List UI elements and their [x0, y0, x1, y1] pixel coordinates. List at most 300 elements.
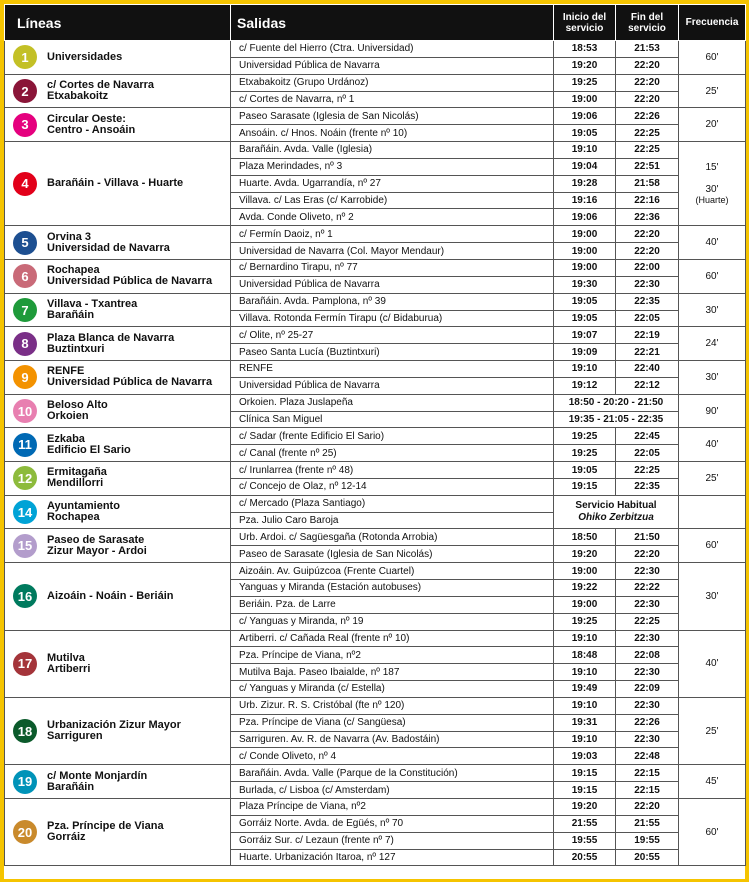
salida-cell: Gorráiz Sur. c/ Lezaun (frente nº 7)	[231, 832, 554, 849]
inicio-cell: 19:15	[554, 478, 616, 495]
line-names	[47, 771, 147, 793]
line-names	[47, 501, 120, 523]
line-cell	[5, 630, 231, 697]
frequency-cell	[679, 327, 746, 361]
table-row	[5, 697, 746, 714]
frequency-value: 40'	[705, 658, 719, 670]
table-row	[5, 462, 746, 479]
frequency-value: 90'	[705, 405, 719, 417]
inicio-cell: 19:30	[554, 276, 616, 293]
salida-cell: c/ Conde Oliveto, nº 4	[231, 748, 554, 765]
line-cell	[5, 327, 231, 361]
inicio-cell: 19:00	[554, 91, 616, 108]
line-number-badge: 7	[13, 298, 37, 322]
salida-cell: c/ Yanguas y Miranda, nº 19	[231, 613, 554, 630]
line-names	[47, 265, 212, 287]
inicio-cell: 19:10	[554, 142, 616, 159]
line-number-badge: 6	[13, 264, 37, 288]
frequency-value: 40'	[705, 439, 719, 451]
fin-cell: 22:40	[616, 361, 679, 378]
line-cell	[5, 142, 231, 226]
inicio-cell: 19:03	[554, 748, 616, 765]
salida-cell: Universidad Pública de Navarra	[231, 276, 554, 293]
line-name: Etxabakoitz	[47, 90, 109, 103]
inicio-cell: 19:55	[554, 832, 616, 849]
line-cell	[5, 765, 231, 799]
inicio-cell: 19:22	[554, 580, 616, 597]
frequency-value: 60'	[705, 540, 719, 552]
salida-cell: Urb. Zizur. R. S. Cristóbal (fte nº 120)	[231, 697, 554, 714]
line-name: Gorráiz	[47, 831, 86, 844]
line-name: Ezkaba	[47, 432, 85, 445]
line-name: RENFE	[47, 365, 85, 378]
inicio-cell: 19:06	[554, 209, 616, 226]
salida-cell: Plaza Príncipe de Viana, nº2	[231, 798, 554, 815]
table-row	[5, 563, 746, 580]
fin-cell: 21:53	[616, 41, 679, 58]
frequency-cell	[679, 293, 746, 327]
salida-cell: Mutilva Baja. Paseo Ibaialde, nº 187	[231, 664, 554, 681]
line-name: Barañáin	[47, 309, 95, 321]
frequency-cell	[679, 495, 746, 529]
frequency-value: 25'	[705, 472, 719, 484]
line-number-badge: 16	[13, 584, 37, 608]
salida-cell: Yanguas y Miranda (Estación autobuses)	[231, 580, 554, 597]
table-row	[5, 765, 746, 782]
frequency-value: 60'	[705, 270, 719, 282]
frequency-note: (Huarte)	[695, 195, 729, 206]
line-name: Buztintxuri	[47, 342, 105, 355]
inicio-cell: 19:10	[554, 361, 616, 378]
salida-cell: Villava. Rotonda Fermín Tirapu (c/ Bidaburua)	[231, 310, 554, 327]
fin-cell: 22:26	[616, 714, 679, 731]
inicio-cell: 19:25	[554, 428, 616, 445]
salida-cell: Villava. c/ Las Eras (c/ Karrobide)	[231, 192, 554, 209]
line-name: Villava - Txantrea	[47, 298, 138, 310]
frequency-cell	[679, 630, 746, 697]
line-cell	[5, 428, 231, 462]
frequency-cell	[679, 108, 746, 142]
frequency-value: 15'	[705, 162, 719, 174]
salida-cell: c/ Mercado (Plaza Santiago)	[231, 495, 554, 512]
line-name: Universidad Pública de Navarra	[47, 275, 213, 288]
line-names	[47, 114, 135, 136]
salida-cell: Artiberri. c/ Cañada Real (frente nº 10)	[231, 630, 554, 647]
inicio-cell: 18:48	[554, 647, 616, 664]
inicio-cell: 19:20	[554, 546, 616, 563]
header-fin-l2: servicio	[628, 22, 666, 34]
line-cell	[5, 41, 231, 75]
line-names	[47, 400, 108, 422]
fin-cell: 22:21	[616, 344, 679, 361]
header-fin	[616, 5, 679, 41]
salida-cell: Huarte. Avda. Ugarrandía, nº 27	[231, 175, 554, 192]
line-name: Circular Oeste:	[47, 112, 126, 125]
line-name: Plaza Blanca de Navarra	[47, 331, 175, 344]
service-note	[554, 495, 679, 529]
salida-cell: c/ Cortes de Navarra, nº 1	[231, 91, 554, 108]
salida-cell: Clínica San Miguel	[231, 411, 554, 428]
table-row	[5, 394, 746, 411]
fin-cell: 22:05	[616, 445, 679, 462]
table-row	[5, 74, 746, 91]
line-number-badge: 20	[13, 820, 37, 844]
line-name: Edificio El Sario	[47, 443, 131, 456]
frequency-cell	[679, 41, 746, 75]
fin-cell: 22:20	[616, 243, 679, 260]
fin-cell: 22:20	[616, 74, 679, 91]
frequency-cell	[679, 563, 746, 630]
table-row	[5, 798, 746, 815]
fin-cell: 22:22	[616, 580, 679, 597]
inicio-cell: 21:55	[554, 815, 616, 832]
line-names	[47, 80, 154, 102]
line-number-badge: 9	[13, 365, 37, 389]
line-names	[47, 299, 137, 321]
inicio-cell: 19:12	[554, 377, 616, 394]
fin-cell: 19:55	[616, 832, 679, 849]
fin-cell: 22:20	[616, 226, 679, 243]
line-name: Universidad de Navarra	[47, 241, 170, 254]
line-number-badge: 10	[13, 399, 37, 423]
salida-cell: Paseo de Sarasate (Iglesia de San Nicolás)	[231, 546, 554, 563]
frequency-value: 25'	[705, 85, 719, 97]
table-row	[5, 630, 746, 647]
inicio-cell: 19:05	[554, 310, 616, 327]
timetable-frame	[4, 4, 745, 879]
fin-cell: 22:16	[616, 192, 679, 209]
frequency-cell	[679, 226, 746, 260]
line-name: Paseo de Sarasate	[47, 533, 145, 546]
line-names	[47, 333, 174, 355]
line-cell	[5, 394, 231, 428]
inicio-cell: 19:10	[554, 630, 616, 647]
fin-cell: 22:08	[616, 647, 679, 664]
line-name: Ermitagaña	[47, 466, 107, 479]
frequency-cell	[679, 361, 746, 395]
fin-cell: 22:20	[616, 91, 679, 108]
salida-cell: Huarte. Urbanización Itaroa, nº 127	[231, 849, 554, 866]
inicio-cell: 19:20	[554, 798, 616, 815]
line-number-badge: 8	[13, 332, 37, 356]
inicio-cell: 19:15	[554, 765, 616, 782]
frequency-cell	[679, 798, 746, 865]
line-cell	[5, 798, 231, 865]
line-names	[47, 591, 174, 602]
line-name: Barañáin - Villava - Huarte	[47, 177, 184, 190]
fin-cell: 21:55	[616, 815, 679, 832]
fin-cell: 22:30	[616, 630, 679, 647]
line-cell	[5, 108, 231, 142]
line-cell	[5, 74, 231, 108]
line-number-badge: 12	[13, 466, 37, 490]
timetable-body	[5, 41, 746, 866]
frequency-cell	[679, 142, 746, 226]
inicio-cell: 19:49	[554, 681, 616, 698]
fin-cell: 22:30	[616, 664, 679, 681]
salida-cell: c/ Canal (frente nº 25)	[231, 445, 554, 462]
frequency-value: 30'	[705, 590, 719, 602]
line-names	[47, 535, 147, 557]
inicio-cell: 19:07	[554, 327, 616, 344]
table-row	[5, 495, 746, 512]
inicio-cell: 19:25	[554, 445, 616, 462]
inicio-cell: 19:00	[554, 563, 616, 580]
salida-cell: Paseo Sarasate (Iglesia de San Nicolás)	[231, 108, 554, 125]
service-note-l1: Servicio Habitual	[575, 500, 657, 512]
salida-cell: Sarriguren. Av. R. de Navarra (Av. Badostáin)	[231, 731, 554, 748]
fin-cell: 22:30	[616, 731, 679, 748]
frequency-value: 20'	[705, 119, 719, 131]
fin-cell: 22:25	[616, 125, 679, 142]
line-cell	[5, 462, 231, 496]
line-name: Artiberri	[47, 662, 91, 675]
line-number-badge: 14	[13, 500, 37, 524]
line-names	[47, 366, 212, 388]
fin-cell: 22:30	[616, 563, 679, 580]
header-frecuencia: Frecuencia	[679, 5, 746, 41]
salida-cell: Paseo Santa Lucía (Buztintxuri)	[231, 344, 554, 361]
line-number-badge: 19	[13, 770, 37, 794]
table-row	[5, 293, 746, 310]
table-row	[5, 428, 746, 445]
departure-times: 19:35 - 21:05 - 22:35	[554, 411, 679, 428]
frequency-value: 30'	[705, 304, 719, 316]
fin-cell: 22:19	[616, 327, 679, 344]
inicio-cell: 19:31	[554, 714, 616, 731]
salida-cell: Pza. Julio Caro Baroja	[231, 512, 554, 529]
line-names	[47, 434, 131, 456]
salida-cell: Barañáin. Avda. Valle (Parque de la Constitución)	[231, 765, 554, 782]
inicio-cell: 19:09	[554, 344, 616, 361]
line-name: Rochapea	[47, 511, 100, 524]
inicio-cell: 19:05	[554, 462, 616, 479]
salida-cell: Barañáin. Avda. Pamplona, nº 39	[231, 293, 554, 310]
inicio-cell: 19:00	[554, 243, 616, 260]
inicio-cell: 19:04	[554, 158, 616, 175]
inicio-cell: 19:06	[554, 108, 616, 125]
inicio-cell: 19:00	[554, 259, 616, 276]
inicio-cell: 19:28	[554, 175, 616, 192]
line-names	[47, 653, 90, 675]
table-row	[5, 41, 746, 58]
table-row	[5, 142, 746, 159]
salida-cell: Aizoáin. Av. Guipúzcoa (Frente Cuartel)	[231, 563, 554, 580]
fin-cell: 22:20	[616, 798, 679, 815]
line-cell	[5, 361, 231, 395]
fin-cell: 22:51	[616, 158, 679, 175]
line-number-badge: 18	[13, 719, 37, 743]
inicio-cell: 19:10	[554, 664, 616, 681]
header-row	[5, 5, 746, 41]
line-names	[47, 467, 107, 489]
fin-cell: 22:25	[616, 613, 679, 630]
salida-cell: c/ Concejo de Olaz, nº 12-14	[231, 478, 554, 495]
frequency-cell	[679, 74, 746, 108]
salida-cell: Universidad de Navarra (Col. Mayor Mendaur)	[231, 243, 554, 260]
fin-cell: 22:15	[616, 765, 679, 782]
salida-cell: c/ Sadar (frente Edificio El Sario)	[231, 428, 554, 445]
frequency-value: 30'	[705, 371, 719, 383]
fin-cell: 22:36	[616, 209, 679, 226]
line-name: c/ Cortes de Navarra	[47, 79, 154, 92]
salida-cell: Beriáin. Pza. de Larre	[231, 596, 554, 613]
frequency-value: 45'	[705, 776, 719, 788]
frequency-value: 60'	[705, 51, 719, 63]
line-names	[47, 720, 181, 742]
salida-cell: Avda. Conde Oliveto, nº 2	[231, 209, 554, 226]
table-row	[5, 226, 746, 243]
frequency-cell	[679, 259, 746, 293]
frequency-cell	[679, 697, 746, 764]
line-number-badge: 1	[13, 45, 37, 69]
line-number-badge: 11	[13, 433, 37, 457]
line-name: Pza. Príncipe de Viana	[47, 820, 164, 833]
fin-cell: 22:25	[616, 462, 679, 479]
frequency-value-2: 30'	[705, 184, 719, 196]
table-row	[5, 529, 746, 546]
inicio-cell: 19:25	[554, 74, 616, 91]
line-name: Universidades	[47, 50, 123, 63]
header-salidas: Salidas	[231, 5, 554, 41]
salida-cell: Pza. Príncipe de Viana, nº2	[231, 647, 554, 664]
inicio-cell: 19:00	[554, 596, 616, 613]
line-name: Beloso Alto	[47, 399, 108, 412]
fin-cell: 22:45	[616, 428, 679, 445]
line-name: Universidad Pública de Navarra	[47, 376, 213, 389]
salida-cell: c/ Irunlarrea (frente nº 48)	[231, 462, 554, 479]
frequency-cell	[679, 765, 746, 799]
line-cell	[5, 293, 231, 327]
fin-cell: 22:09	[616, 681, 679, 698]
line-number-badge: 15	[13, 534, 37, 558]
line-cell	[5, 697, 231, 764]
inicio-cell: 19:20	[554, 57, 616, 74]
line-name: Aizoáin - Noáin - Beriáin	[47, 589, 174, 602]
inicio-cell: 19:10	[554, 697, 616, 714]
salida-cell: Gorráiz Norte. Avda. de Egüés, nº 70	[231, 815, 554, 832]
line-name: Centro - Ansoáin	[47, 123, 136, 136]
inicio-cell: 19:05	[554, 293, 616, 310]
fin-cell: 22:30	[616, 276, 679, 293]
fin-cell: 22:30	[616, 697, 679, 714]
table-row	[5, 259, 746, 276]
header-inicio-l2: servicio	[565, 22, 604, 34]
fin-cell: 22:05	[616, 310, 679, 327]
header-inicio	[554, 5, 616, 41]
frequency-cell	[679, 529, 746, 563]
salida-cell: c/ Yanguas y Miranda (c/ Estella)	[231, 681, 554, 698]
frequency-cell	[679, 394, 746, 428]
inicio-cell: 19:25	[554, 613, 616, 630]
line-cell	[5, 563, 231, 630]
salida-cell: RENFE	[231, 361, 554, 378]
salida-cell: Etxabakoitz (Grupo Urdánoz)	[231, 74, 554, 91]
inicio-cell: 19:16	[554, 192, 616, 209]
line-number-badge: 2	[13, 79, 37, 103]
line-cell	[5, 495, 231, 529]
line-names	[47, 821, 164, 843]
line-number-badge: 3	[13, 113, 37, 137]
inicio-cell: 19:15	[554, 782, 616, 799]
salida-cell: c/ Fuente del Hierro (Ctra. Universidad)	[231, 41, 554, 58]
departure-times: 18:50 - 20:20 - 21:50	[554, 394, 679, 411]
fin-cell: 22:25	[616, 142, 679, 159]
fin-cell: 22:35	[616, 478, 679, 495]
line-number-badge: 4	[13, 172, 37, 196]
line-name: Zizur Mayor - Ardoi	[47, 544, 147, 557]
header-inicio-l1: Inicio del	[562, 11, 607, 23]
salida-cell: Burlada, c/ Lisboa (c/ Amsterdam)	[231, 782, 554, 799]
salida-cell: Universidad Pública de Navarra	[231, 377, 554, 394]
line-cell	[5, 259, 231, 293]
line-name: Ayuntamiento	[47, 500, 120, 513]
fin-cell: 22:20	[616, 546, 679, 563]
line-name: Mutilva	[47, 651, 85, 664]
inicio-cell: 18:50	[554, 529, 616, 546]
frequency-cell	[679, 462, 746, 496]
line-number-badge: 17	[13, 652, 37, 676]
line-names	[47, 178, 183, 189]
salida-cell: Ansoáin. c/ Hnos. Noáin (frente nº 10)	[231, 125, 554, 142]
fin-cell: 21:50	[616, 529, 679, 546]
service-note-l2: Ohiko Zerbitzua	[578, 512, 654, 524]
frequency-cell	[679, 428, 746, 462]
frequency-value: 40'	[705, 237, 719, 249]
salida-cell: c/ Bernardino Tirapu, nº 77	[231, 259, 554, 276]
line-name: Barañáin	[47, 780, 95, 793]
line-name: Orkoien	[47, 410, 89, 423]
inicio-cell: 19:10	[554, 731, 616, 748]
fin-cell: 22:48	[616, 748, 679, 765]
inicio-cell: 18:53	[554, 41, 616, 58]
fin-cell: 21:58	[616, 175, 679, 192]
frequency-value: 24'	[705, 338, 719, 350]
fin-cell: 22:15	[616, 782, 679, 799]
salida-cell: Plaza Merindades, nº 3	[231, 158, 554, 175]
fin-cell: 22:20	[616, 57, 679, 74]
line-name: Rochapea	[47, 264, 100, 277]
inicio-cell: 19:00	[554, 226, 616, 243]
table-row	[5, 327, 746, 344]
salida-cell: Pza. Príncipe de Viana (c/ Sangüesa)	[231, 714, 554, 731]
salida-cell: Orkoien. Plaza Juslapeña	[231, 394, 554, 411]
line-names	[47, 52, 122, 63]
fin-cell: 22:30	[616, 596, 679, 613]
salida-cell: Universidad Pública de Navarra	[231, 57, 554, 74]
header-lineas: Líneas	[5, 5, 231, 41]
line-name: c/ Monte Monjardín	[47, 769, 148, 782]
frequency-value: 60'	[705, 826, 719, 838]
line-name: Mendillorri	[47, 477, 104, 490]
inicio-cell: 20:55	[554, 849, 616, 866]
fin-cell: 22:12	[616, 377, 679, 394]
header-fin-l1: Fin del	[630, 11, 664, 23]
line-cell	[5, 529, 231, 563]
line-name: Sarriguren	[47, 730, 103, 743]
fin-cell: 22:26	[616, 108, 679, 125]
line-names	[47, 232, 170, 254]
fin-cell: 20:55	[616, 849, 679, 866]
salida-cell: c/ Fermín Daoiz, nº 1	[231, 226, 554, 243]
line-name: Orvina 3	[47, 230, 92, 243]
line-name: Urbanización Zizur Mayor	[47, 719, 181, 732]
frequency-value: 25'	[705, 725, 719, 737]
line-number-badge: 5	[13, 231, 37, 255]
fin-cell: 22:35	[616, 293, 679, 310]
table-row	[5, 361, 746, 378]
timetable	[4, 4, 746, 866]
